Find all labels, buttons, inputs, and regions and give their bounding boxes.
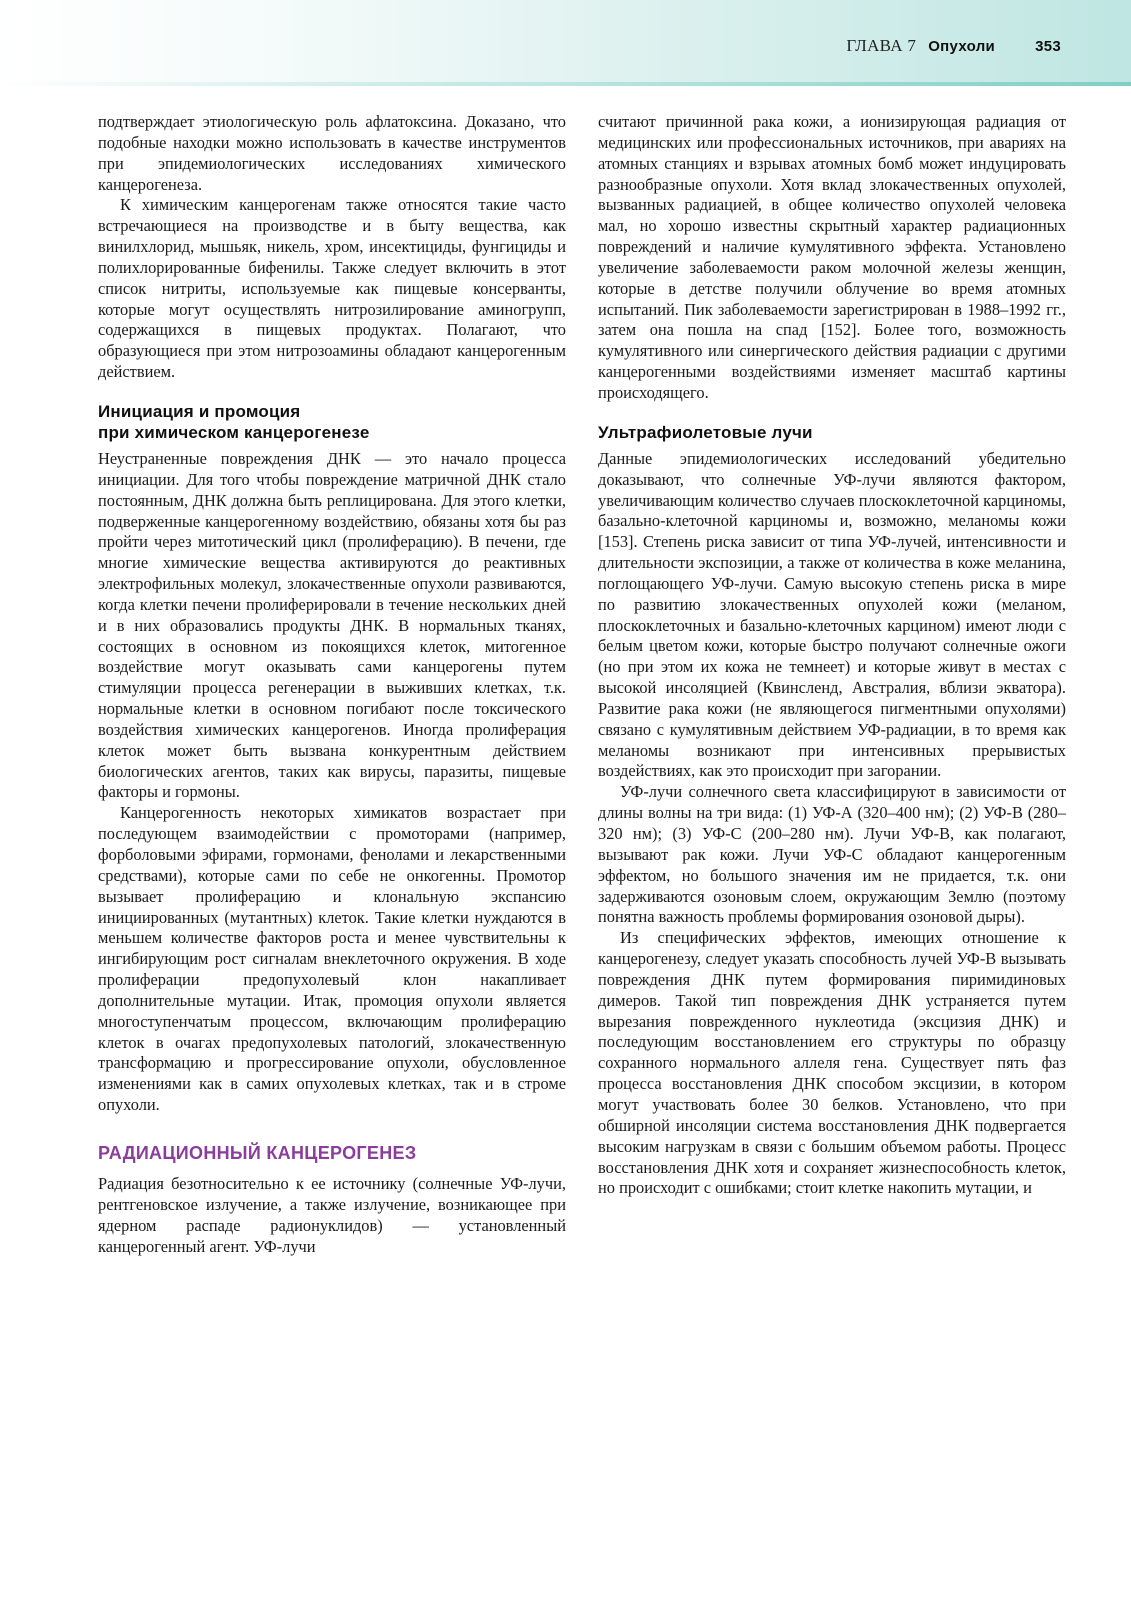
chapter-title: Опухоли	[928, 38, 996, 55]
paragraph: Неустраненные повреждения ДНК — это начало процесса инициации. Для того чтобы повреждение матричной ДНК стало постоянным, ДНК должна быть реплицирована. Для этого клетки, подверженные канцерогенному воздействию, обязаны хотя бы раз пройти через митотический цикл (пролиферацию). В печени, где многие химические вещества активируются до реактивных электрофильных молекул, злокачественные опухоли развиваются, когда клетки печени пролиферировали в течение нескольких дней и в них образовались продукты ДНК. В нормальных тканях, состоящих в основном из покоящихся клеток, митогенное воздействие могут оказывать сами канцерогены путем стимуляции процесса регенерации в выживших клетках, т.к. нормальные клетки в основном погибают после токсического воздействия химических канцерогенов. Иногда пролиферация клеток может быть вызвана конкурентным действием биологических агентов, таких как вирусы, паразиты, пищевые факторы и гормоны.	[98, 448, 566, 802]
left-column	[98, 112, 566, 1257]
right-column	[598, 112, 1066, 1199]
paragraph: Радиация безотносительно к ее источнику (солнечные УФ-лучи, рентгеновское излучение, а также излучение, возникающее при ядерном распаде радионуклидов) — установленный канцерогенный агент. УФ-лучи	[98, 1173, 566, 1256]
subheading-line: при химическом канцерогенезе	[98, 422, 370, 442]
section-heading-radiation: РАДИАЦИОННЫЙ КАНЦЕРОГЕНЕЗ	[98, 1142, 417, 1163]
paragraph: Из специфических эффектов, имеющих отношение к канцерогенезу, следует указать способность лучей УФ-В вызывать повреждения ДНК путем формирования пиримидиновых димеров. Такой тип повреждения ДНК устраняется путем вырезания поврежденного нуклеотида (эксцизия ДНК) и последующим восстановлением его структуры по образцу сохранного нормального аллеля гена. Существует пять фаз процесса восстановления ДНК способом эксцизии, в котором могут участвовать более 30 белков. Установлено, что при обширной инсоляции система восстановления ДНК подвергается высоким нагрузкам в связи с большим объемом работы. Процесс восстановления ДНК хотя и сохраняет жизнеспособность клеток, но происходит с ошибками; стоит клетке накопить мутации, и	[598, 928, 1066, 1198]
running-head	[846, 36, 1061, 56]
paragraph: К химическим канцерогенам также относятся такие часто встречающиеся на производстве и в быту вещества, как винилхлорид, мышьяк, никель, хром, инсектициды, фунгициды и полихлорированные бифенилы. Также следует включить в этот список нитриты, используемые как пищевые консерванты, которые могут осуществлять нитрозилирование аминогрупп, содержащихся в пищевых продуктах. Полагают, что образующиеся при этом нитрозоамины обладают канцерогенным действием.	[98, 195, 566, 382]
chapter-label: ГЛАВА 7	[846, 36, 917, 55]
subheading-line: Инициация и промоция	[98, 401, 301, 421]
subheading-initiation	[98, 401, 566, 443]
header-rule	[0, 82, 1131, 86]
paragraph: считают причинной рака кожи, а ионизирующая радиация от медицинских или профессиональных источников, при авариях на атомных станциях и взрывах атомных бомб может индуцировать разнообразные опухоли. Хотя вклад злокачественных опухолей, вызванных радиацией, в общее количество опухолей человека мал, но хорошо известны скрытный характер радиационных повреждений и наличие кумулятивного эффекта. Установлено увеличение заболеваемости раком молочной железы женщин, которые в детстве получили облучение во время атомных испытаний. Пик заболеваемости зарегистрирован в 1988–1992 гг., затем она пошла на спад [152]. Более того, возможность кумулятивного или синергического действия радиации с другими канцерогенными воздействиями изменяет масштаб картины происходящего.	[598, 112, 1066, 402]
paragraph: подтверждает этиологическую роль афлатоксина. Доказано, что подобные находки можно использовать в качестве инструментов при эпидемиологических исследованиях химического канцерогенеза.	[98, 112, 566, 194]
paragraph: Канцерогенность некоторых химикатов возрастает при последующем взаимодействии с промоторами (например, форболовыми эфирами, гормонами, фенолами и лекарственными средствами), которые сами по себе не онкогенны. Промотор вызывает пролиферацию и клональную экспансию инициированных (мутантных) клеток. Такие клетки нуждаются в меньшем количестве факторов роста и менее чувствительны к ингибирующим рост сигналам внеклеточного окружения. В ходе пролиферации предопухолевый клон накапливает дополнительные мутации. Итак, промоция опухоли является многоступенчатым процессом, включающим пролиферацию клеток в очагах предопухолевых патологий, злокачественную трансформацию и прогрессирование опухоли, обусловленное изменениями как в самих опухолевых клетках, так и в строме опухоли.	[98, 803, 566, 1115]
paragraph: Данные эпидемиологических исследований убедительно доказывают, что солнечные УФ-лучи являются фактором, увеличивающим количество случаев плоскоклеточной карциномы, базально-клеточной карциномы и, возможно, меланомы кожи [153]. Степень риска зависит от типа УФ-лучей, интенсивности и длительности экспозиции, а также от количества в коже меланина, поглощающего УФ-лучи. Самую высокую степень риска в мире по развитию злокачественных опухолей кожи (меланом, плоскоклеточных и базально-клеточных карцином) имеют люди с белым цветом кожи, которые быстро получают солнечные ожоги (но при этом их кожа не темнеет) и которые живут в местах с высокой инсоляцией (Квинсленд, Австралия, вблизи экватора). Развитие рака кожи (не являющегося пигментными опухолями) связано с кумулятивным действием УФ-радиации, в то время как меланомы возникают при интенсивных прерывистых воздействиях, как это происходит при загорании.	[598, 448, 1066, 781]
page-number: 353	[1035, 38, 1061, 55]
paragraph: УФ-лучи солнечного света классифицируют в зависимости от длины волны на три вида: (1) УФ-А (320–400 нм); (2) УФ-В (280–320 нм); (3) УФ-С (200–280 нм). Лучи УФ-В, как полагают, вызывают рак кожи. Лучи УФ-С обладают канцерогенным эффектом, но большого значения им не придается, т.к. они задерживаются озоновым слоем, окружающим Землю (поэтому понятна важность проблемы формирования озоновой дыры).	[598, 782, 1066, 927]
subheading-uv: Ультрафиолетовые лучи	[598, 422, 813, 442]
